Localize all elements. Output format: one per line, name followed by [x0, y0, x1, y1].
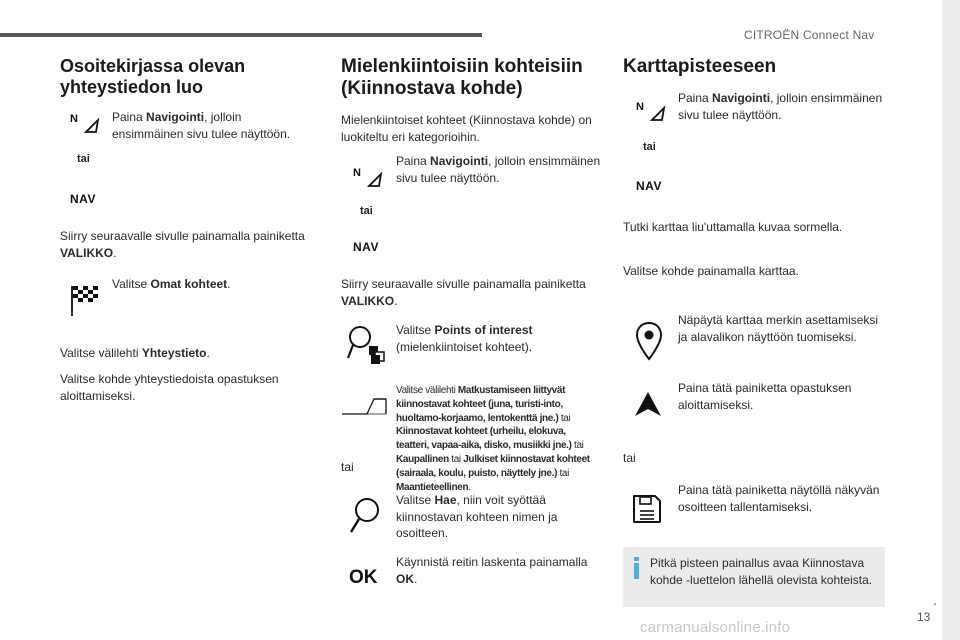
select-map-text: Valitse kohde painamalla karttaa. — [623, 264, 799, 278]
map-pin-icon — [635, 321, 663, 361]
nav-button-label: NAV — [353, 240, 379, 254]
or-label: tai — [623, 451, 636, 465]
step-menu-text: Siirry seuraavalle sivulle painamalla painiketta VALIKKO. — [341, 277, 586, 308]
info-text: Pitkä pisteen painallus avaa Kiinnostava kohde -luettelon lähellä olevista kohteista. — [650, 556, 873, 587]
nav-button-label: NAV — [70, 192, 96, 206]
save-address-text: Paina tätä painiketta näytöllä näkyvän osoitteen tallentamiseksi. — [678, 483, 880, 514]
search-icon — [347, 496, 383, 536]
section-heading: Karttapisteeseen — [623, 56, 777, 77]
page-dot: . — [933, 592, 937, 608]
step-ok-text: Käynnistä reitin laskenta painamalla OK. — [396, 555, 588, 586]
or-label: tai — [77, 153, 90, 165]
or-label: tai — [360, 205, 373, 217]
svg-text:N: N — [353, 167, 361, 179]
header-bar — [0, 33, 482, 37]
section-heading: Osoitekirjassa olevan yhteystiedon luo — [60, 56, 246, 97]
step-menu-text: Siirry seuraavalle sivulle painamalla painiketta VALIKKO. — [60, 229, 305, 260]
tap-marker-text: Näpäytä karttaa merkin asettamiseksi ja alavalikon näyttöön tuomiseksi. — [678, 313, 879, 344]
checkered-flag-icon — [70, 282, 104, 318]
step-select-poi: Valitse Points of interest (mielenkiintoiset kohteet). — [396, 323, 533, 354]
info-icon — [634, 557, 640, 579]
svg-text:N: N — [70, 113, 78, 125]
ok-button-label: OK — [349, 567, 378, 588]
header-title: CITROËN Connect Nav — [744, 28, 875, 42]
section-heading: Mielenkiintoisiin kohteisiin (Kiinnostava kohde) — [341, 56, 583, 99]
save-icon — [631, 493, 663, 525]
side-strip — [942, 0, 960, 640]
explore-map-text: Tutki karttaa liu'uttamalla kuvaa sormella. — [623, 220, 843, 234]
step-navigation-text: Paina Navigointi, jolloin ensimmäinen sivu tulee näyttöön. — [678, 91, 883, 122]
step-tab-categories: Valitse välilehti Matkustamiseen liittyvät kiinnostavat kohteet (juna, turisti-into, huoltamo-korjaamo, lentokenttä jne.) tai Kiinnostavat kohteet (urheilu, elokuva, teatteri, vapaa-aika, disko, musiikki jne.) tai Kaupallinen tai Julkiset kiinnostavat kohteet (sairaala, koulu, puisto, näyttely jne.) tai Maantieteellinen. — [396, 385, 590, 493]
tab-icon — [341, 396, 387, 416]
or-label: tai — [643, 141, 656, 153]
poi-intro: Mielenkiintoiset kohteet (Kiinnostava kohde) on luokiteltu eri kategorioihin. — [341, 113, 592, 144]
navigation-icon — [353, 166, 385, 196]
watermark: carmanualsonline.info — [640, 619, 791, 636]
column-contact — [60, 56, 315, 403]
poi-search-icon — [347, 324, 385, 366]
or-label: tai — [341, 460, 354, 474]
svg-text:N: N — [636, 101, 644, 113]
column-map-point — [623, 56, 888, 514]
page-number: 13 — [917, 610, 931, 624]
step-tab-text: Valitse välilehti Yhteystieto. — [60, 346, 210, 360]
info-box — [623, 547, 885, 607]
column-poi — [341, 56, 603, 588]
step-navigation-text: Paina Navigointi, jolloin ensimmäinen sivu tulee näyttöön. — [396, 154, 601, 185]
navigation-icon — [70, 112, 102, 142]
navigation-icon — [636, 100, 668, 130]
step-search-text: Valitse Hae, niin voit syöttää kiinnostavan kohteen nimen ja osoitteen. — [396, 493, 558, 540]
start-guidance-icon — [633, 390, 663, 418]
nav-button-label: NAV — [636, 179, 662, 193]
start-nav-text: Paina tätä painiketta opastuksen aloittamiseksi. — [678, 381, 852, 412]
step-navigation-text: Paina Navigointi, jolloin ensimmäinen sivu tulee näyttöön. — [112, 110, 291, 141]
step-select-favorites: Valitse Omat kohteet. — [112, 277, 231, 291]
step-contact-text: Valitse kohde yhteystiedoista opastuksen aloittamiseksi. — [60, 372, 279, 403]
